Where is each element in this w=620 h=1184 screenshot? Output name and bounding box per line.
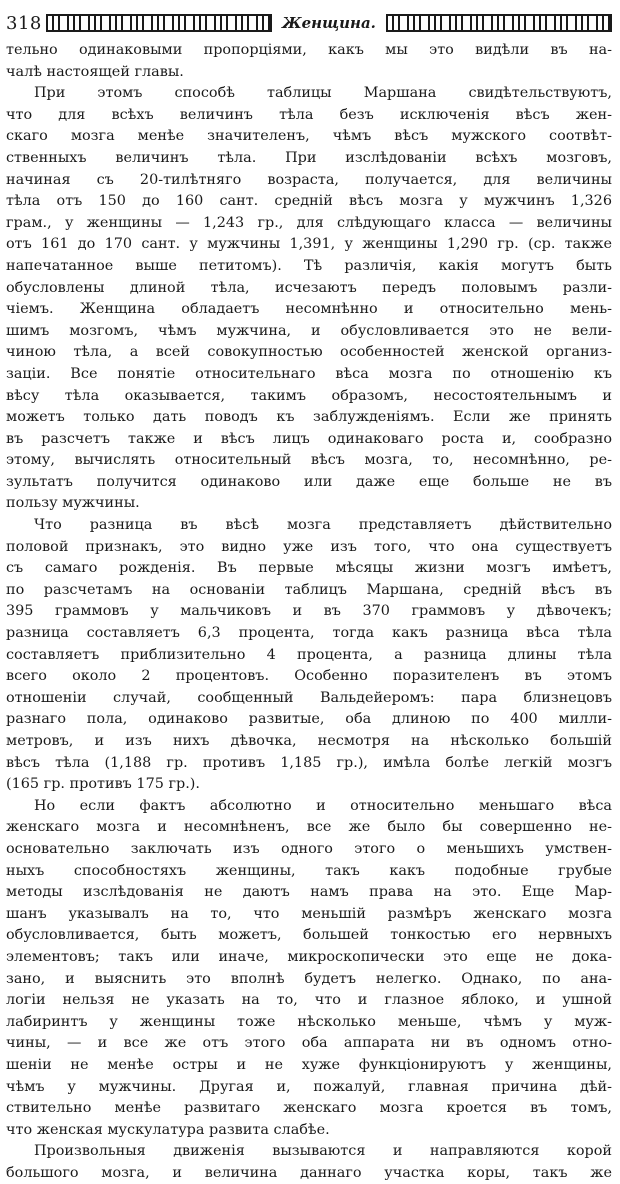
text-line: съ самаго рожденія. Въ первые мѣсяцы жизни мозгъ имѣетъ, (6, 560, 612, 577)
text-line: Но если фактъ абсолютно и относительно меньшаго вѣса (34, 797, 612, 814)
text-line: Произвольныя движенія вызываются и направляются корой (34, 1143, 612, 1160)
text-line: что женская мускулатура развита слабѣе. (6, 1121, 330, 1138)
text-line: чалѣ настоящей главы. (6, 63, 184, 80)
text-line: шимъ мозгомъ, чѣмъ мужчина, и обусловливается это не вели- (6, 322, 612, 339)
text-line: логіи нельзя не указать на то, что и глазное яблоко, и ушной (6, 992, 612, 1009)
text-line: 395 граммовъ у мальчиковъ и въ 370 граммовъ у дѣвочекъ; (6, 603, 612, 620)
header-ornament-right (386, 14, 612, 32)
text-line: метровъ, и изъ нихъ дѣвочка, несмотря на нѣсколько большій (6, 733, 612, 749)
text-line: (165 гр. противъ 175 гр.). (6, 776, 200, 793)
text-line: начиная съ 20-тилѣтняго возраста, получается, для величины (6, 171, 612, 188)
text-line: напечатанное выше петитомъ). Тѣ различія, какія могутъ быть (6, 257, 612, 274)
text-line: шанъ указывалъ на то, что меньшій размѣръ женскаго мозга (6, 905, 612, 922)
text-line: Что разница въ вѣсѣ мозга представляетъ дѣйствительно (34, 517, 612, 534)
text-line: грам., у женщины — 1,243 гр., для слѣдующаго класса — величины (6, 214, 612, 231)
text-line: этому, вычислять относительный вѣсъ мозга, то, несомнѣнно, ре- (6, 452, 612, 469)
text-line: въ разсчетъ также и вѣсъ лицъ одинаковаго роста и, сообразно (6, 430, 612, 447)
text-line: ственныхъ величинъ тѣла. При изслѣдованіи всѣхъ мозговъ, (6, 149, 612, 166)
text-line: заціи. Все понятіе относительнаго вѣса мозга по отношенію къ (6, 365, 612, 382)
text-line: пользу мужчины. (6, 495, 140, 512)
body-text (6, 40, 612, 1184)
text-line: обусловливается, быть можетъ, большей тонкостью его нервныхъ (6, 927, 612, 944)
text-line: чіемъ. Женщина обладаетъ несомнѣнно и относительно мень- (6, 301, 612, 318)
text-line: отъ 161 до 170 сант. у мужчины 1,391, у женщины 1,290 гр. (ср. также (6, 236, 612, 253)
text-line: по разсчетамъ на основаніи таблицъ Маршана, средній вѣсъ въ (6, 581, 612, 598)
text-line: составляетъ приблизительно 4 процента, а разница длины тѣла (6, 646, 612, 663)
text-line: половой признакъ, это видно уже изъ того, что она существуетъ (6, 538, 612, 555)
text-line: вѣсъ тѣла (1,188 гр. противъ 1,185 гр.), имѣла болѣе легкій мозгъ (6, 754, 612, 771)
text-line: можетъ только дать поводъ къ заблужденіямъ. Если же принять (6, 409, 612, 426)
text-line: основательно заключать изъ одного этого о меньшихъ умствен- (6, 840, 612, 857)
text-line: разнаго пола, одинаково развитые, оба длиною по 400 милли- (6, 711, 612, 728)
text-line: скаго мозга менѣе значителенъ, чѣмъ вѣсъ мужского соотвѣт- (6, 128, 612, 145)
text-line: что для всѣхъ величинъ тѣла безъ исключенія вѣсъ жен- (6, 106, 612, 123)
text-line: разница составляетъ 6,3 процента, тогда какъ разница вѣса тѣла (6, 625, 612, 642)
running-title: Женщина. (281, 14, 376, 32)
text-line: зультатъ получится одинаково или даже еще больше не въ (6, 473, 612, 490)
text-line: методы изслѣдованія не даютъ намъ права на это. Еще Мар- (6, 884, 612, 901)
text-line: При этомъ способѣ таблицы Маршана свидѣтельствуютъ, (34, 85, 612, 102)
text-line: шеніи не менѣе остры и не хуже функціонируютъ у женщины, (6, 1056, 612, 1073)
text-line: ныхъ способностяхъ женщины, такъ какъ подобные грубые (6, 862, 612, 879)
text-line: большого мозга, и величина даннаго участка коры, такъ же (6, 1164, 612, 1181)
text-line: отношеніи случай, сообщенный Вальдейеромъ: пара близнецовъ (6, 689, 612, 706)
text-line: тѣла отъ 150 до 160 сант. средній вѣсъ мозга у мужчинъ 1,326 (6, 193, 612, 210)
text-line: тельно одинаковыми пропорціями, какъ мы это видѣли въ на- (6, 42, 612, 58)
running-header (6, 8, 612, 38)
text-line: женскаго мозга и несомнѣненъ, все же было бы совершенно не- (6, 819, 612, 836)
text-line: лабиринтъ у женщины тоже нѣсколько меньше, чѣмъ у муж- (6, 1013, 612, 1030)
text-line: элементовъ; такъ или иначе, микроскопически это еще не дока- (6, 948, 612, 965)
text-line: вѣсу тѣла оказывается, такимъ образомъ, несостоятельнымъ и (6, 387, 612, 404)
text-line: чины, — и все же отъ этого оба аппарата ни въ одномъ отно- (6, 1035, 612, 1052)
text-line: чиною тѣла, а всей совокупностью особенностей женской организ- (6, 344, 612, 361)
page-number: 318 (6, 12, 42, 34)
header-ornament-left (46, 14, 272, 32)
text-line: всего около 2 процентовъ. Особенно поразителенъ въ этомъ (6, 668, 612, 685)
text-line: обусловлены длиной тѣла, исчезаютъ передъ половымъ разли- (6, 279, 612, 296)
text-line: зано, и выяснить это вполнѣ будетъ нелегко. Однако, по ана- (6, 970, 612, 987)
text-line: чѣмъ у мужчины. Другая и, пожалуй, главная причина дѣй- (6, 1078, 612, 1095)
text-line: ствительно менѣе развитаго женскаго мозга кроется въ томъ, (6, 1100, 612, 1117)
